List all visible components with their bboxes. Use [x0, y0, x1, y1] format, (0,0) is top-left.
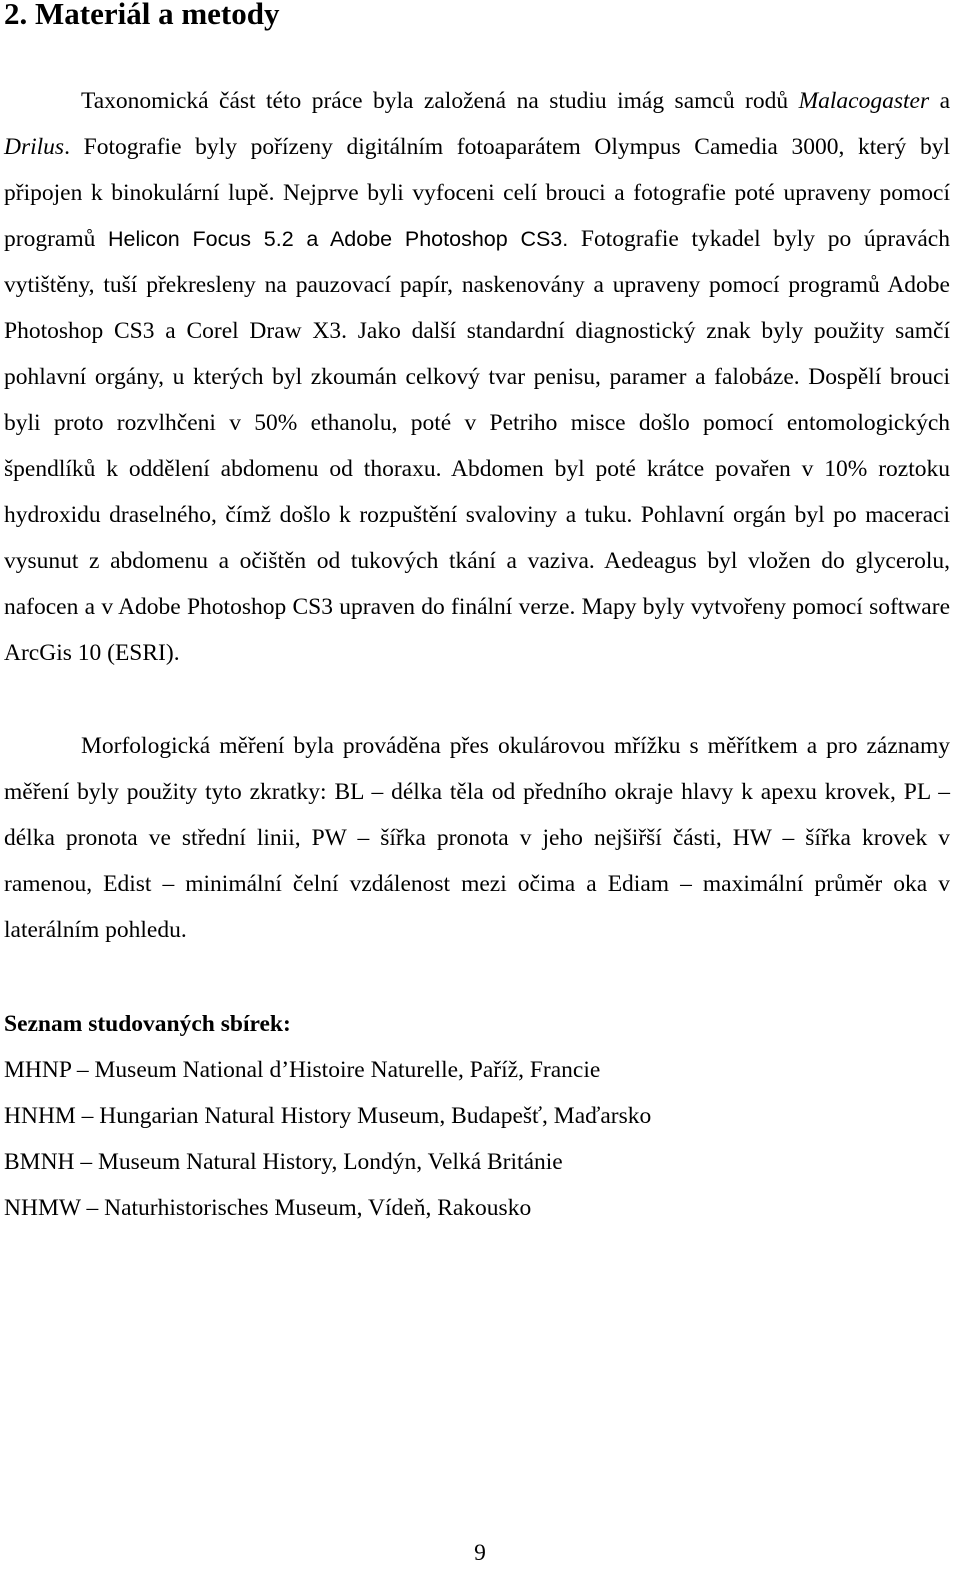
collection-item: HNHM – Hungarian Natural History Museum, Budapešť, Maďarsko — [4, 1103, 652, 1129]
paragraph-text: Morfologická měření byla prováděna přes okulárovou mřížku s měřítkem a pro záznamy měření byly použity tyto zkratky: BL – délka těla od předního okraje hlavy k apexu krovek, PL – délka pronota ve střední linii, PW – šířka pronota v jeho nejšiřší části, HW – šířka krovek v ramenou, Edist – minimální čelní vzdálenost mezi očima a Ediam – maximální průměr oka v laterálním pohledu. — [4, 733, 950, 943]
collections-list — [4, 1047, 651, 1231]
methods-paragraph-measurements — [4, 723, 950, 953]
paragraph-text: a — [929, 88, 950, 114]
collection-item: NHMW – Naturhistorisches Museum, Vídeň, Rakousko — [4, 1195, 532, 1221]
page-number: 9 — [474, 1540, 486, 1566]
genus-name-malacogaster: Malacogaster — [798, 88, 930, 114]
methods-paragraph-taxonomy — [4, 78, 950, 676]
paragraph-text: Fotografie tykadel byly po úpravách vytištěny, tuší překresleny na pauzovací papír, naskenovány a upraveny pomocí programů Adobe Photoshop CS3 a Corel Draw X3. Jako další standardní diagnostický znak byly použity samčí pohlavní orgány, u kterých byl zkoumán celkový tvar penisu, paramer a falobáze. Dospělí brouci byli proto rozvlhčeni v 50% ethanolu, poté v Petriho misce došlo pomocí entomologických špendlíků k oddělení abdomenu od thoraxu. Abdomen byl poté krátce povařen v 10% roztoku hydroxidu draselného, čímž došlo k rozpuštění svaloviny a tuku. Pohlavní orgán byl po maceraci vysunut z abdomenu a očištěn od tukových tkání a vaziva. Aedeagus byl vložen do glycerolu, nafocen a v Adobe Photoshop CS3 upraven do finální verze. Mapy byly vytvořeny pomocí software ArcGis 10 (ESRI). — [4, 226, 950, 666]
paragraph-text: Taxonomická část této práce byla založená na studiu imág samců rodů — [81, 88, 799, 114]
genus-name-drilus: Drilus — [4, 134, 65, 160]
paragraph-text: . Fotografie byly pořízeny digitálním fotoaparátem Olympus Camedia 3000, který byl připojen k binokulární lupě. Nejprve byli vyfoceni celí brouci a fotografie poté upraveny pomocí programů — [4, 134, 950, 252]
collection-item: MHNP – Museum National d’Histoire Naturelle, Paříž, Francie — [4, 1057, 601, 1083]
collections-title: Seznam studovaných sbírek: — [4, 1011, 291, 1037]
section-heading: 2. Materiál a metody — [4, 0, 280, 31]
software-names-text: Helicon Focus 5.2 a Adobe Photoshop CS3. — [108, 227, 569, 251]
collection-item: BMNH – Museum Natural History, Londýn, Velká Británie — [4, 1149, 563, 1175]
